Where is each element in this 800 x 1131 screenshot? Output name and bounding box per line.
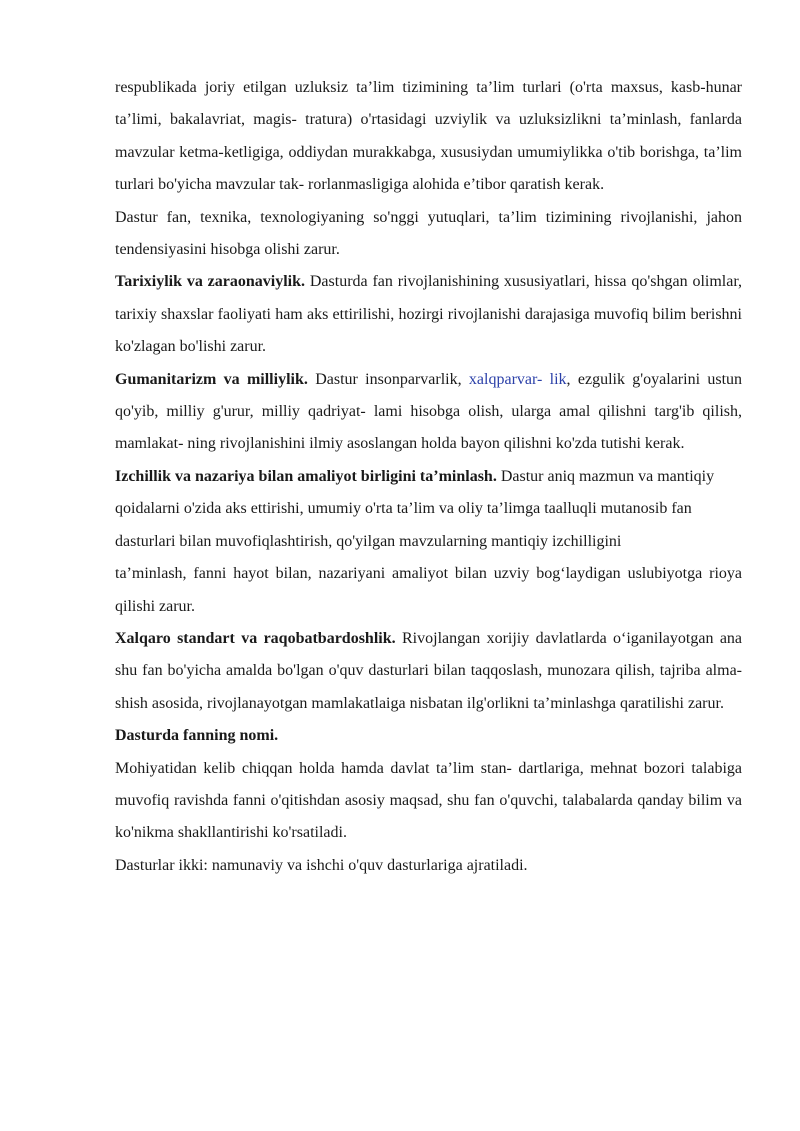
section-heading-subject-name — [115, 720, 742, 752]
paragraph-program-types — [115, 850, 742, 882]
paragraph-humanism — [115, 364, 742, 461]
paragraph-international-standard — [115, 623, 742, 720]
paragraph-text: Dastur insonparvarlik, — [315, 370, 462, 388]
paragraph-text: respublikada joriy etilgan uzluksiz ta’lim tizimining ta’lim turlari (o'rta maxsus, kasb-hunar ta’limi, bakalavriat, magis- tratura) o'rtasidagi uzviylik va uzluksizlikni ta’minlash, fanlarda mavzular ketma-ketligiga, oddiydan murakkabga, xususiydan umumiylikka o'tib borishga, ta’lim turlari bo'yicha mavzular tak- rorlanmasligiga alohida e’tibor qaratish kerak. — [115, 79, 742, 194]
paragraph-main-goal — [115, 753, 742, 850]
paragraph-text: Mohiyatidan kelib chiqqan holda hamda davlat ta’lim stan- dartlariga, mehnat bozori talabiga muvofiq ravishda fanni o'qitishdan asosiy maqsad, shu fan o'quvchi, talabalarda qanday bilim va ko'nikma shakllantirishi ko'rsatiladi. — [115, 759, 742, 842]
paragraph-continuity — [115, 72, 742, 202]
paragraph-text: Dasturda fan rivojlanishining xususiyatlari, hissa qo'shgan olimlar, tarixiy shaxslar faoliyati ham aks ettirilishi, hozirgi rivojlanishi darajasiga muvofiq bilim berishni ko'zlagan bo'lishi zarur. — [115, 273, 743, 356]
paragraph-consistency — [115, 461, 742, 558]
document-page — [115, 72, 742, 882]
paragraph-consistency-continued — [115, 558, 742, 623]
paragraph-text: , ezgulik g'oyalarini ustun qo'yib, milliy g'urur, milliy qadriyat- lami hisobga olish, ularga amal qilishni targ'ib qilish, mamlakat- ning rivojlanishini ilmiy asoslangan holda bayon qilishni ko'zda tutishi kerak. — [115, 370, 743, 453]
paragraph-text: Dastur fan, texnika, texnologiyaning so'nggi yutuqlari, ta’lim tizimining rivojlanishi, jahon tendensiyasini hisobga olishi zarur. — [115, 208, 742, 259]
paragraph-heading: Tarixiylik va zaraonaviylik. — [115, 273, 306, 291]
paragraph-text: Dasturlar ikki: namunaviy va ishchi o'quv dasturlariga ajratiladi. — [115, 856, 528, 874]
paragraph-heading: Izchillik va nazariya bilan amaliyot birligini ta’minlash. — [115, 467, 497, 485]
paragraph-heading: Dasturda fanning nomi. — [115, 727, 279, 745]
inline-link[interactable]: xalqparvar- lik — [468, 370, 567, 388]
paragraph-heading: Gumanitarizm va milliylik. — [115, 370, 308, 388]
paragraph-historicity — [115, 266, 742, 363]
paragraph-modern-achievements — [115, 202, 742, 267]
paragraph-text: ta’minlash, fanni hayot bilan, nazariyani amaliyot bilan uzviy bog‘laydigan uslubiyotga rioya qilishi zarur. — [115, 565, 742, 615]
paragraph-text: Dastur aniq mazmun va mantiqiy qoidalarni o'zida aks ettirishi, umumiy o'rta ta’lim va oliy ta’limga taalluqli mutanosib fan dasturlari bilan muvofiqlashtirish, qo'yilgan mavzularning mantiqiy izchilligini — [115, 467, 715, 550]
paragraph-heading: Xalqaro standart va raqobatbardoshlik. — [115, 629, 396, 647]
paragraph-text: Rivojlangan xorijiy davlatlarda o‘iganilayotgan ana shu fan bo'yicha amalda bo'lgan o'quv dasturlari bilan taqqoslash, munozara qilish, tajriba alma- shish asosida, rivojlanayotgan mamlakatlaiga nisbatan ilg'orlikni ta’minlashga qaratilishi zarur. — [115, 629, 743, 712]
